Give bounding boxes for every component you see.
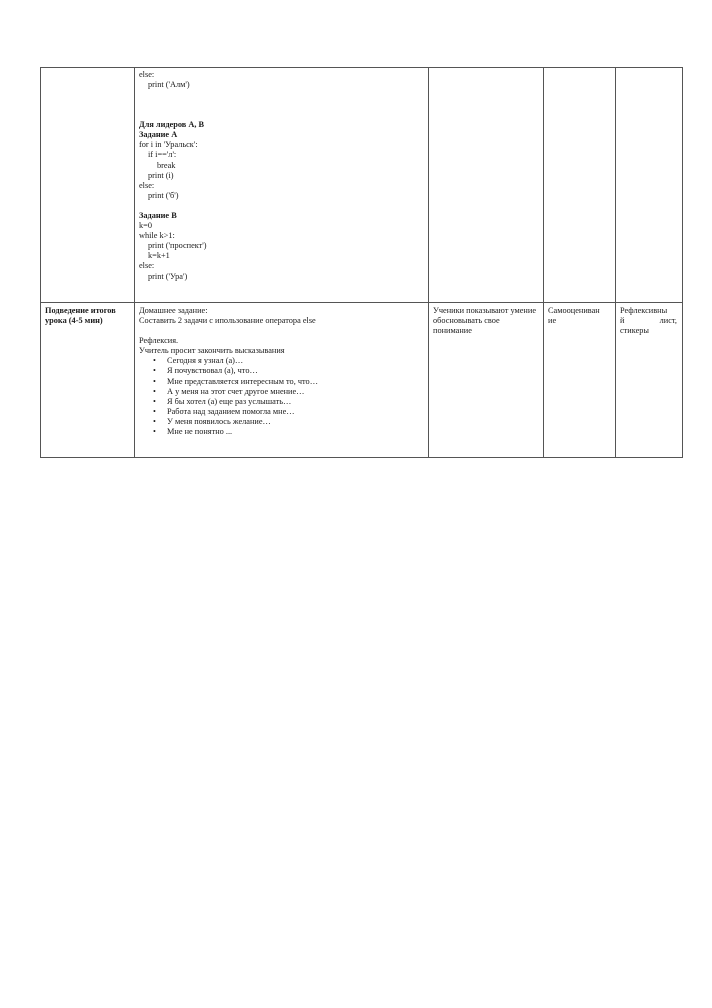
assessment-cell (544, 68, 616, 303)
resources-line3: стикеры (620, 326, 649, 336)
code-line: break (157, 160, 176, 170)
reflection-item: • Я бы хотел (а) еще раз услышать… (167, 397, 423, 407)
stage-cell (41, 68, 135, 303)
reflection-item: • У меня появилось желание… (167, 417, 423, 427)
code-block (139, 70, 423, 90)
reflection-item: • А у меня на этот счет другое мнение… (167, 387, 423, 397)
reflection-item: • Я почувствовал (а), что… (167, 366, 423, 376)
reflection-list (139, 356, 423, 437)
activity-cell (135, 303, 429, 458)
stage-cell (41, 303, 135, 458)
task-a-heading: Задание А (139, 130, 178, 140)
code-line: print (i) (148, 170, 174, 180)
reflection-item: • Мне представляется интересным то, что… (167, 377, 423, 387)
resources-cell (616, 68, 683, 303)
assessment-text-line2: ие (548, 316, 557, 326)
assessment-text-line1: Самооцениван (548, 306, 600, 315)
homework-text: Составить 2 задачи с ипользование оператора else (139, 316, 316, 326)
homework-label: Домашнее задание: (139, 306, 208, 315)
code-line: print ('Алм') (148, 80, 190, 90)
table-row (41, 303, 683, 458)
code-line: print ('проспект') (148, 241, 207, 251)
reflection-item: • Работа над заданием помогла мне… (167, 407, 423, 417)
code-line: else: (139, 180, 155, 190)
students-cell (429, 303, 544, 458)
task-a-code (139, 140, 423, 201)
code-line: print ('Ура') (148, 271, 188, 281)
task-b-heading: Задание В (139, 210, 177, 220)
code-line: else: (139, 70, 155, 79)
task-b-code (139, 221, 423, 282)
code-line: k=k+1 (148, 251, 170, 261)
students-cell (429, 68, 544, 303)
code-line: else: (139, 261, 155, 271)
assessment-cell (544, 303, 616, 458)
code-line: print ('б') (148, 190, 179, 200)
lesson-plan-table (40, 67, 683, 458)
resources-line2b: лист, (659, 316, 677, 326)
activity-cell (135, 68, 429, 303)
resources-line2a: й (620, 316, 625, 326)
reflection-intro: Учитель просит закончить высказывания (139, 346, 285, 356)
reflection-item: • Мне не понятно ... (167, 427, 423, 437)
reflection-label: Рефлексия. (139, 336, 179, 346)
resources-line1: Рефлексивны (620, 306, 668, 315)
resources-cell (616, 303, 683, 458)
code-line: while k>1: (139, 231, 175, 241)
students-text: Ученики показывают умение обосновывать свое понимание (433, 306, 536, 336)
reflection-item: • Сегодня я узнал (а)… (167, 356, 423, 366)
table-row (41, 68, 683, 303)
code-line: k=0 (139, 221, 152, 231)
code-line: for i in 'Уральск': (139, 140, 198, 150)
code-line: if i=='л': (148, 150, 177, 160)
leaders-heading: Для лидеров А, В (139, 120, 205, 130)
stage-title: Подведение итогов урока (4-5 мин) (45, 306, 116, 326)
